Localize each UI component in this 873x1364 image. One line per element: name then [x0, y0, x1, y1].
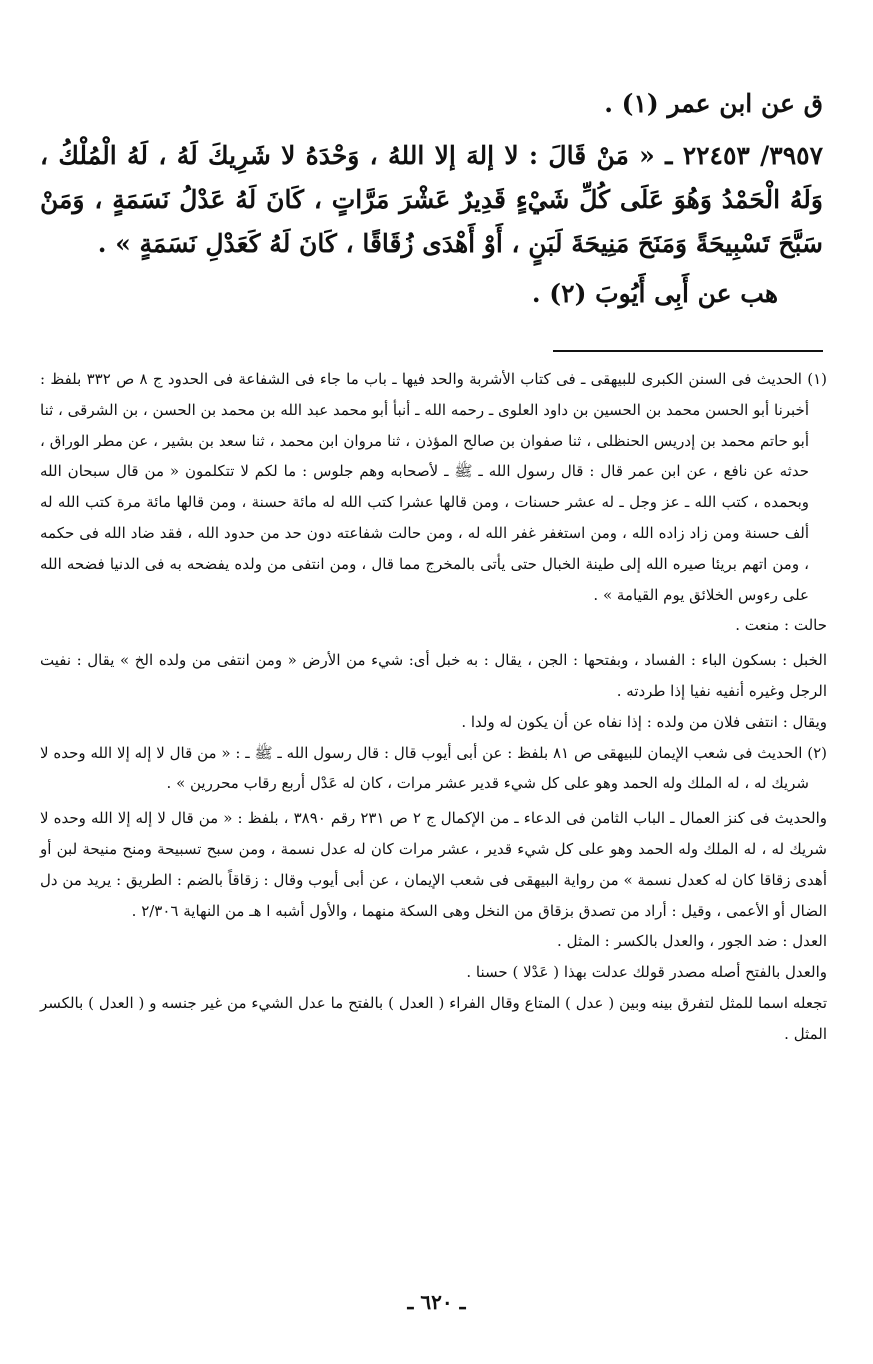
- footnote-1-gloss-khabal: الخبل : بسكون الباء : الفساد ، وبفتحها : الجن ، يقال : به خبل أى: شيء من الأرض « ومن انتفى من ولده الخ » يقال : نفيت الرجل وغيره أنفيه نفيا إذا طردته .: [40, 651, 827, 700]
- main-hadith-text: [40, 82, 823, 316]
- source-reference-bottom: هب عن أَبِى أَيُوبَ (٢) .: [531, 279, 778, 308]
- footnote-1-gloss-haalat: حالت : منعت .: [735, 616, 827, 635]
- footnote-2: (٢) الحديث فى شعب الإيمان للبيهقى ص ٨١ بلفظ : عن أبى أيوب قال : قال رسول الله ـ ﷺ ـ : « من قال لا إله إلا الله وحده لا شريك له ، له الملك وله الحمد وهو على كل شيء قدير عشر مرات ، كان له عَدْل أربع رقاب محررين » .: [40, 743, 827, 793]
- footnotes: [40, 364, 827, 1050]
- footnote-2-gloss-adl-2: والعدل بالفتح أصله مصدر قولك عدلت بهذا ( عَدْلا ) حسنا .: [466, 963, 827, 982]
- footnote-2-gloss-adl-1: العدل : ضد الجور ، والعدل بالكسر : المثل .: [557, 932, 827, 951]
- source-reference-top: ق عن ابن عمر (١) .: [604, 89, 823, 118]
- footnote-divider: [553, 350, 823, 352]
- footnote-1: (١) الحديث فى السنن الكبرى للبيهقى ـ فى كتاب الأشربة والحد فيها ـ باب ما جاء فى الشفاعة فى الحدود ج ٨ ص ٣٣٢ بلفظ : أخبرنا أبو الحسن محمد بن الحسين بن داود العلوى ـ رحمه الله ـ أنبأ أبو محمد عبد الله بن محمد بن الحسن ، بن الشرقى ، ثنا أبو حاتم محمد بن إدريس الحنظلى ، ثنا صفوان بن صالح المؤذن ، ثنا مروان ابن محمد ، ثنا سعد بن بشير ، عن مطر الوراق ، حدثه عن نافع ، عن ابن عمر قال : قال رسول الله ـ ﷺ ـ لأصحابه وهم جلوس : ما لكم لا تتكلمون « من قال سبحان الله وبحمده ، كتب الله ـ عز وجل ـ له عشر حسنات ، ومن قالها عشرا كتب الله له مائة حسنة ، ومن قالها مائة مرة كتب الله له ألف حسنة ومن زاد زاده الله ، ومن استغفر غفر الله له ، ومن حالت شفاعته دون حد من حدود الله ، فقد ضاد الله فى حكمه ، ومن اتهم بريئا صيره الله إلى طينة الخبال حتى يأتى بالمخرج مما قال ، ومن انتفى من ولده يفضحه به فى الدنيا فضحه الله على رءوس الخلائق يوم القيامة » .: [40, 370, 828, 604]
- hadith-text: ٣٩٥٧/ ٢٢٤٥٣ ـ « مَنْ قَالَ : لا إلهَ إلا اللهُ ، وَحْدَهُ لا شَرِيكَ لَهُ ، لَهُ الْمُلْكُ ، وَلَهُ الْحَمْدُ وَهُوَ عَلَى كُلِّ شَيْءٍ قَدِيرٌ عَشْرَ مَرَّاتٍ ، كَانَ لَهُ عَدْلُ نَسَمَةٍ ، وَمَنْ سَبَّحَ تَسْبِيحَةً وَمَنَحَ مَنِيحَةَ لَبَنٍ ، أَوْ أَهْدَى زُقَاقًا ، كَانَ لَهُ كَعَدْلِ نَسَمَةٍ » .: [40, 141, 823, 258]
- footnote-2-kanz: والحديث فى كنز العمال ـ الباب الثامن فى الدعاء ـ من الإكمال ج ٢ ص ٢٣١ رقم ٣٨٩٠ ، بلفظ : « من قال لا إله إلا الله وحده لا شريك له ، له الملك وله الحمد وهو على كل شيء قدير ، عشر مرات كان له عدل نسمة ، ومن سبح تسبيحة ومنح منيحة لبن أو أهدى زقاقا كان له كعدل نسمة » من رواية البيهقى فى شعب الإيمان ، عن أبى أيوب وقال : زقاقاً بالضم : الطريق : يريد من دل الضال أو الأعمى ، وقيل : أراد من تصدق بزقاق من النخل وهى السكة منهما ، والأول أشبه ا هـ من النهاية ٢/٣٠٦ .: [40, 809, 828, 920]
- footnote-1-gloss-intafa: ويقال : انتفى فلان من ولده : إذا نفاه عن أن يكون له ولدا .: [461, 712, 827, 731]
- footnote-2-gloss-adl-3: تجعله اسما للمثل لتفرق بينه وبين ( عدل ) المتاع وقال الفراء ( العدل ) بالفتح ما عدل الشيء من غير جنسه و ( العدل ) بالكسر المثل .: [40, 993, 827, 1043]
- page-number: ـ ٦٢٠ ـ: [407, 1290, 466, 1314]
